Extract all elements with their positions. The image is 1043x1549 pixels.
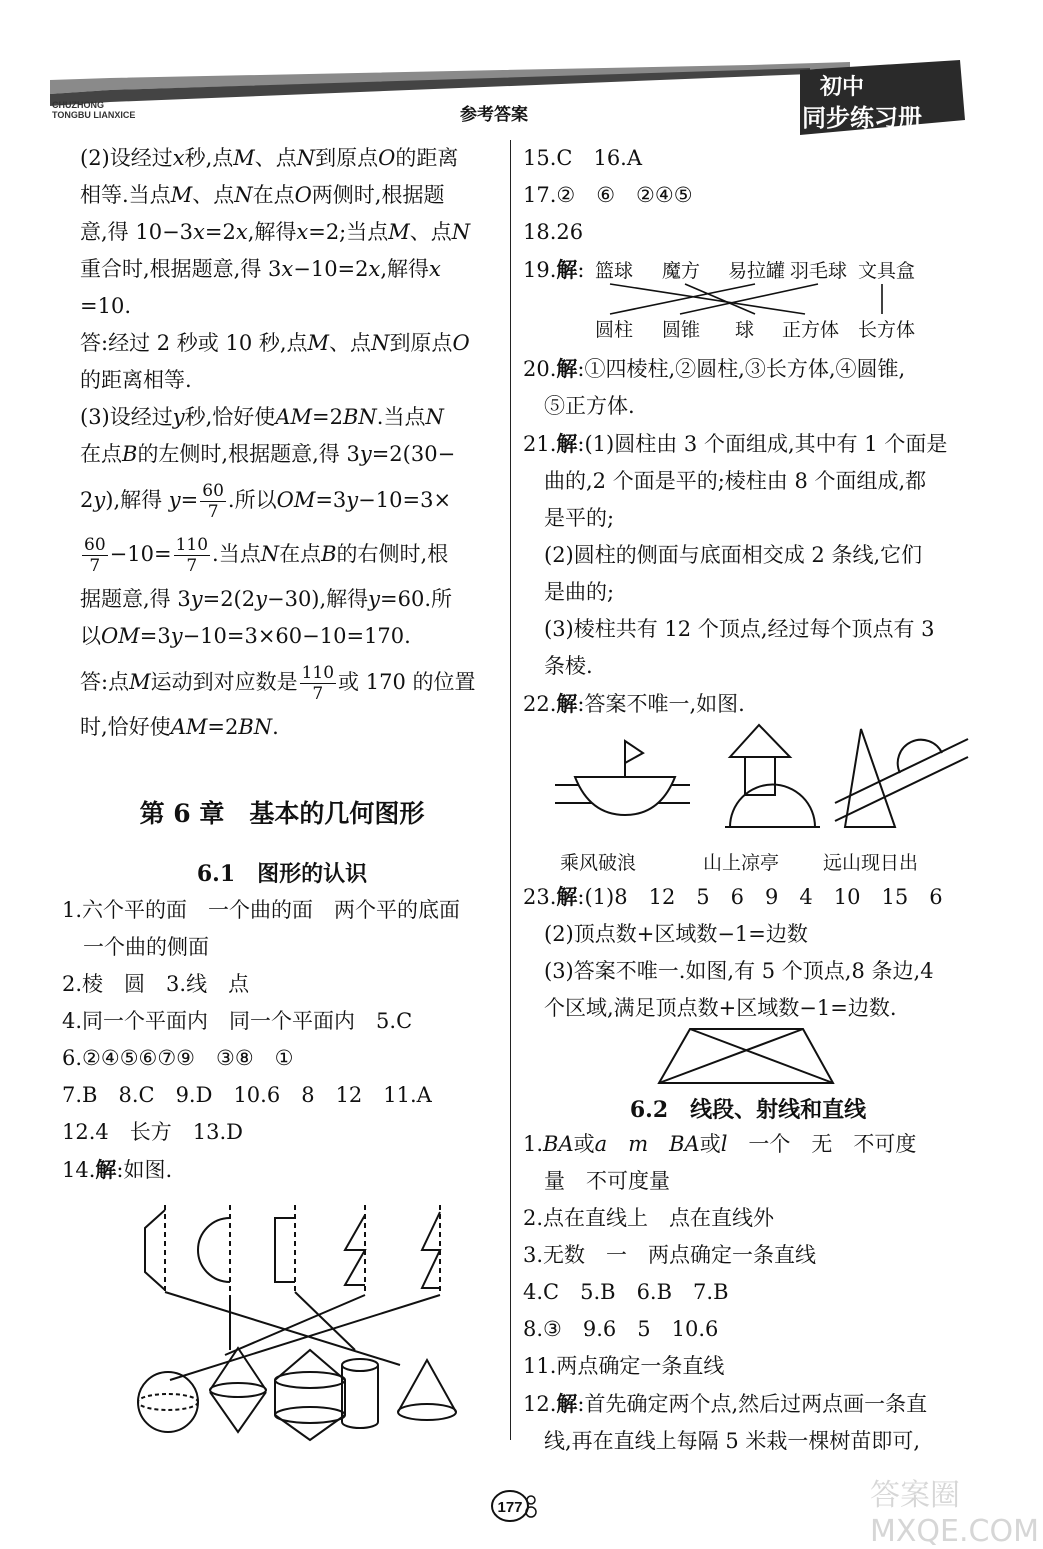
answer-line: 个区域,满足顶点数+区域数−1=边数. — [523, 996, 897, 1020]
text-line-fraction: 2y),解得 y= $\frac{60}{7}$ .所以OM=3y−10=3× — [80, 481, 452, 522]
answer-part3-line: 时,恰好使AM=2BN. — [80, 715, 279, 739]
q19-bottom-label: 正方体 — [782, 319, 840, 341]
text-line: (2)设经过x秒,点M、点N到原点O的距离 — [80, 146, 459, 170]
series-line-2: TONGBU LIANXICE — [52, 110, 136, 120]
q19-top-label: 篮球 — [595, 260, 634, 282]
answer-line-q22: 22.解:答案不唯一,如图. — [523, 691, 745, 716]
answer-line: (3)棱柱共有 12 个顶点,经过每个顶点有 3 — [523, 617, 935, 641]
text-line: 的距离相等. — [80, 368, 192, 392]
answer-line: 7.B 8.C 9.D 10.6 8 12 11.A — [62, 1083, 432, 1107]
answer-line: 6.②④⑤⑥⑦⑨ ③⑧ ① — [62, 1046, 294, 1070]
answer-line: 是曲的; — [523, 580, 615, 604]
answer-line: 20.解:①四棱柱,②圆柱,③长方体,④圆锥, — [523, 356, 906, 381]
answer-line: 1.六个平的面 一个曲的面 两个平的底面 — [62, 898, 461, 922]
answer-line: 量 不可度量 — [523, 1169, 670, 1193]
q19-lines — [590, 250, 930, 345]
text-line: 相等.当点M、点N在点O两侧时,根据题 — [80, 183, 445, 207]
answer-line: 21.解:(1)圆柱由 3 个面组成,其中有 1 个面是 — [523, 431, 948, 456]
text-line: 在点B的左侧时,根据题意,得 3y=2(30− — [80, 442, 456, 466]
q19-bottom-label: 圆锥 — [662, 319, 701, 341]
answer-line: 4.C 5.B 6.B 7.B — [523, 1280, 729, 1304]
q19-top-label: 羽毛球 — [790, 260, 848, 282]
q23-figure — [655, 1025, 840, 1087]
section-6-1-answers — [62, 892, 502, 1189]
answer-line: 线,再在直线上每隔 5 米栽一棵树苗即可, — [523, 1429, 921, 1453]
answer-line: (2)顶点数+区域数−1=边数 — [523, 922, 808, 946]
text-line: 意,得 10−3x=2x,解得x=2;当点M、点N — [80, 220, 471, 244]
column-divider — [510, 140, 511, 1440]
q19-bottom-label: 球 — [735, 319, 755, 341]
q23-answers — [523, 878, 973, 1027]
text-line: 以OM=3y−10=3×60−10=170. — [80, 624, 411, 648]
section-6-2-answers — [523, 1126, 973, 1460]
series-name-en — [52, 100, 135, 120]
answer-line: 12.4 长方 13.D — [62, 1120, 243, 1144]
answer-line: 1.BA或a m BA或l 一个 无 不可度 — [523, 1132, 917, 1156]
series-line-1: CHUZHONG — [52, 100, 104, 110]
section-title-6-2: 6.2 线段、射线和直线 — [629, 1097, 867, 1123]
answer-line: 11.两点确定一条直线 — [523, 1354, 725, 1378]
answer-line: 2.点在直线上 点在直线外 — [523, 1206, 775, 1230]
watermark: 答案圈 MXQE.COM — [870, 1478, 1039, 1549]
answer-line: 曲的,2 个面是平的;棱柱由 8 个面组成,都 — [523, 469, 927, 493]
answer-line: 是平的; — [523, 506, 615, 530]
logo-line-1: 初中 — [820, 74, 865, 99]
answer-line: 条棱. — [523, 654, 593, 678]
q-part3 — [62, 399, 502, 746]
q14-matching-figure — [130, 1200, 470, 1445]
q22-captions — [560, 848, 960, 876]
section-title-6-1: 6.1 图形的认识 — [196, 861, 368, 887]
left-column — [62, 140, 502, 746]
answer-line-q19: 19.解: — [523, 257, 585, 282]
text-line: 答:经过 2 秒或 10 秒,点M、点N到原点O — [80, 331, 470, 355]
page-number-badge — [490, 1488, 538, 1524]
q19-top-label: 易拉罐 — [728, 260, 786, 282]
text-line: 据题意,得 3y=2(2y−30),解得y=60.所 — [80, 587, 453, 611]
answer-line: (2)圆柱的侧面与底面相交成 2 条线,它们 — [523, 543, 923, 567]
q19-top-label: 魔方 — [662, 260, 701, 282]
q19-top-label: 文具盒 — [858, 260, 916, 282]
answer-line: 23.解:(1)8 12 5 6 9 4 10 15 6 — [523, 884, 943, 909]
q22-caption: 远山现日出 — [823, 852, 919, 874]
answer-line: 2.棱 圆 3.线 点 — [62, 972, 250, 996]
answer-line-q14: 14.解:如图. — [62, 1157, 173, 1182]
answer-line: 18.26 — [523, 220, 584, 244]
logo-line-2: 同步练习册 — [802, 105, 922, 132]
q19-bottom-label: 长方体 — [858, 319, 916, 341]
q22-figure — [545, 715, 970, 835]
answer-line: 8.③ 9.6 5 10.6 — [523, 1317, 719, 1341]
page-number: 177 — [497, 1499, 523, 1516]
answer-line: 15.C 16.A — [523, 146, 643, 170]
series-logo — [790, 60, 965, 140]
q22-caption: 山上凉亭 — [703, 852, 780, 874]
q19-bottom-label: 圆柱 — [595, 319, 634, 341]
answer-line: (3)答案不唯一.如图,有 5 个顶点,8 条边,4 — [523, 959, 934, 983]
answer-line: 12.解:首先确定两个点,然后过两点画一条直 — [523, 1391, 928, 1416]
answer-line: 3.无数 一 两点确定一条直线 — [523, 1243, 817, 1267]
answer-line: 17.② ⑥ ②④⑤ — [523, 183, 693, 207]
right-column-mid — [523, 350, 973, 723]
header-title: 参考答案 — [460, 105, 528, 125]
text-line: 重合时,根据题意,得 3x−10=2x,解得x — [80, 257, 441, 281]
answer-line: 一个曲的侧面 — [62, 935, 209, 959]
q19-matching — [590, 250, 930, 345]
text-line: (3)设经过y秒,恰好使AM=2BN.当点N — [80, 405, 444, 429]
answer-line: 4.同一个平面内 同一个平面内 5.C — [62, 1009, 413, 1033]
answer-part3-line: 答:点M运动到对应数是 $\frac{110}{7}$ 或 170 的位置 — [80, 663, 476, 704]
q-part2 — [62, 140, 502, 325]
text-line-fraction: $\frac{60}{7}$ −10= $\frac{110}{7}$ .当点N在点B的右侧时,根 — [84, 535, 449, 576]
chapter-title: 第 6 章 基本的几何图形 — [139, 799, 425, 828]
answer-line: ⑤正方体. — [523, 394, 635, 418]
answer-part2 — [62, 325, 502, 399]
q22-caption: 乘风破浪 — [560, 852, 637, 874]
text-line: =10. — [80, 294, 131, 318]
